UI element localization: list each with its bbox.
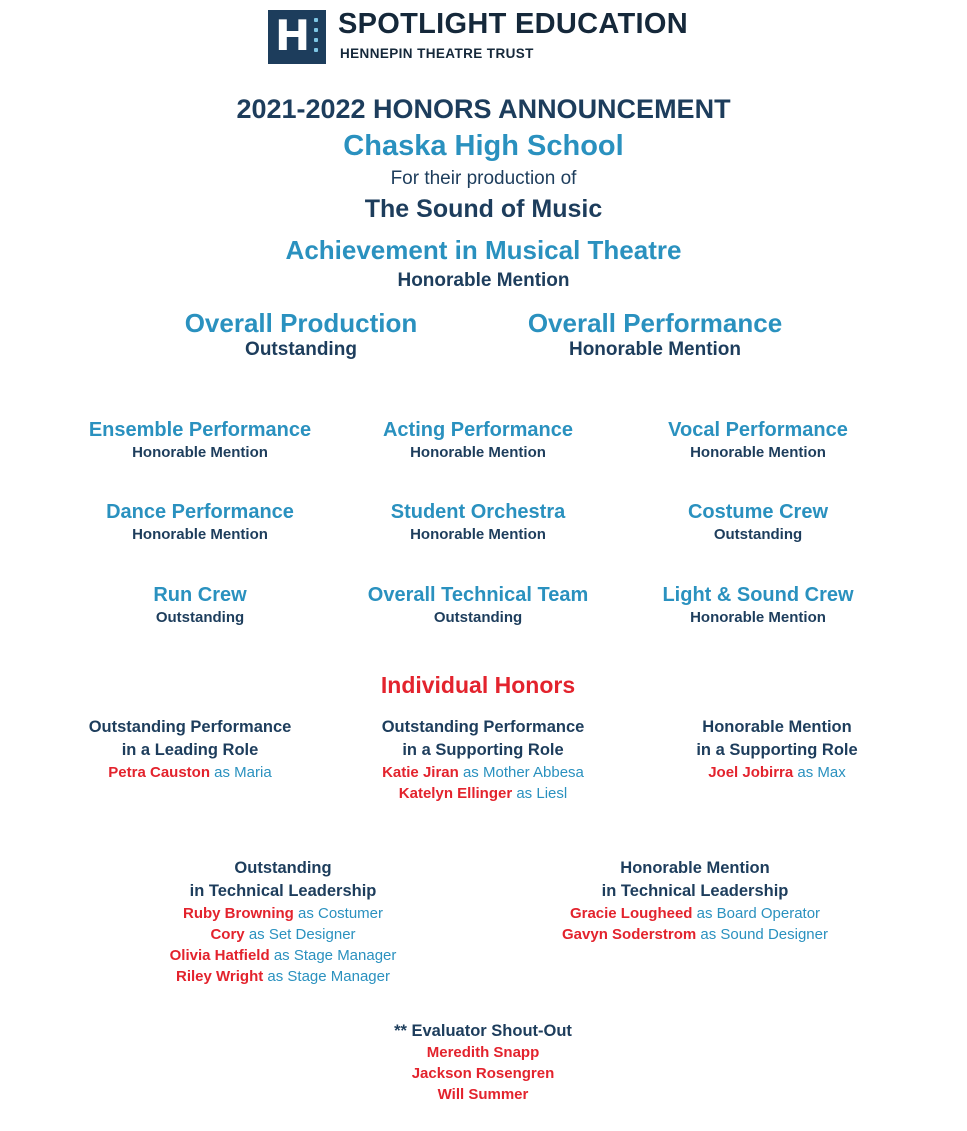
honor-group-title: Outstanding Performance (381, 718, 585, 736)
award-value: Honorable Mention (132, 444, 268, 461)
honor-group-subtitle: in a Supporting Role (696, 741, 858, 759)
award-category: Overall Performance (527, 308, 783, 338)
honoree-role: as Max (797, 764, 846, 781)
honoree (545, 924, 845, 945)
honoree (40, 762, 340, 783)
honoree (545, 903, 845, 924)
award-category: Ensemble Performance (88, 419, 312, 441)
honor-group-hm-technical-leadership (545, 857, 845, 945)
award-light-sound-crew (608, 583, 908, 629)
honoree-role: as Sound Designer (700, 926, 828, 943)
award-category: Student Orchestra (390, 501, 566, 523)
brand-subtitle: HENNEPIN THEATRE TRUST (340, 46, 534, 61)
honor-group-subtitle: in Technical Leadership (189, 882, 377, 900)
shoutout-name: Jackson Rosengren (411, 1065, 555, 1082)
logo-dot (314, 38, 318, 42)
shoutout-title: ** Evaluator Shout-Out (394, 1022, 572, 1040)
honor-group-subtitle: in Technical Leadership (601, 882, 789, 900)
honoree-name: Joel Jobirra (708, 764, 794, 781)
award-value: Outstanding (713, 526, 803, 543)
award-value: Honorable Mention (690, 444, 826, 461)
award-vocal-performance (608, 418, 908, 464)
award-costume-crew (608, 500, 908, 546)
honoree (133, 945, 433, 966)
hennepin-logo (268, 10, 326, 64)
honoree-role: as Board Operator (696, 905, 821, 922)
honoree (333, 762, 633, 783)
logo-dot (314, 48, 318, 52)
award-ensemble-performance (50, 418, 350, 464)
announcement-title: 2021-2022 HONORS ANNOUNCEMENT (236, 94, 731, 124)
award-value: Honorable Mention (690, 609, 826, 626)
honoree (133, 966, 433, 987)
honor-group-hm-supporting-role (627, 716, 927, 783)
honor-group-subtitle: in a Supporting Role (402, 741, 564, 759)
honor-group-technical-leadership (133, 857, 433, 987)
award-run-crew (50, 583, 350, 629)
shoutout-name: Meredith Snapp (426, 1044, 540, 1061)
logo-dot (314, 18, 318, 22)
award-overall-technical-team (328, 583, 628, 629)
award-category: Light & Sound Crew (662, 584, 854, 606)
honor-group-title: Outstanding Performance (88, 718, 292, 736)
award-value: Outstanding (433, 609, 523, 626)
honor-group-title: Honorable Mention (620, 859, 770, 877)
award-category: Run Crew (153, 584, 247, 606)
honoree-name: Cory (210, 926, 245, 943)
major-award-overall-production (151, 308, 451, 361)
honoree-name: Riley Wright (176, 968, 264, 985)
honoree-name: Olivia Hatfield (169, 947, 270, 964)
award-value: Honorable Mention (410, 444, 546, 461)
award-value: Outstanding (155, 609, 245, 626)
shoutout-name: Will Summer (437, 1086, 529, 1103)
award-acting-performance (328, 418, 628, 464)
award-category: Dance Performance (106, 501, 294, 523)
honor-group-subtitle: in a Leading Role (121, 741, 259, 759)
honoree-name: Gracie Lougheed (569, 905, 693, 922)
honoree (133, 903, 433, 924)
award-value: Outstanding (245, 339, 357, 360)
honor-group-title: Outstanding (234, 859, 332, 877)
award-dance-performance (50, 500, 350, 546)
hennepin-h-logo-icon: H (275, 11, 311, 60)
achievement-value: Honorable Mention (397, 270, 570, 291)
honor-group-supporting-role (333, 716, 633, 804)
honoree-name: Ruby Browning (182, 905, 294, 922)
award-value: Honorable Mention (568, 339, 742, 360)
production-intro: For their production of (390, 168, 577, 189)
honoree-name: Katie Jiran (382, 764, 459, 781)
achievement-label: Achievement in Musical Theatre (285, 235, 682, 265)
honoree (627, 762, 927, 783)
award-category: Overall Production (184, 308, 418, 338)
award-category: Acting Performance (382, 419, 574, 441)
honoree-role: as Set Designer (248, 926, 356, 943)
honoree-role: as Stage Manager (267, 968, 390, 985)
honoree-role: as Maria (214, 764, 272, 781)
honoree-name: Gavyn Soderstrom (562, 926, 697, 943)
honoree (133, 924, 433, 945)
award-category: Costume Crew (687, 501, 829, 523)
honoree-name: Petra Causton (108, 764, 210, 781)
award-value: Honorable Mention (132, 526, 268, 543)
award-value: Honorable Mention (410, 526, 546, 543)
show-title: The Sound of Music (364, 195, 603, 223)
honoree-role: as Stage Manager (273, 947, 397, 964)
honoree-role: as Costumer (297, 905, 384, 922)
award-category: Vocal Performance (668, 419, 848, 441)
honor-group-title: Honorable Mention (702, 718, 852, 736)
honoree (333, 783, 633, 804)
individual-honors-heading: Individual Honors (380, 672, 576, 698)
honoree-role: as Liesl (516, 785, 568, 802)
logo-dot (314, 28, 318, 32)
honoree-name: Katelyn Ellinger (398, 785, 513, 802)
school-name: Chaska High School (343, 130, 624, 162)
honoree-role: as Mother Abbesa (462, 764, 584, 781)
evaluator-shoutout (333, 1020, 633, 1105)
award-category: Overall Technical Team (367, 584, 589, 606)
major-award-overall-performance (505, 308, 805, 361)
brand-name: SPOTLIGHT EDUCATION (338, 8, 688, 40)
award-student-orchestra (328, 500, 628, 546)
honor-group-leading-role (40, 716, 340, 783)
